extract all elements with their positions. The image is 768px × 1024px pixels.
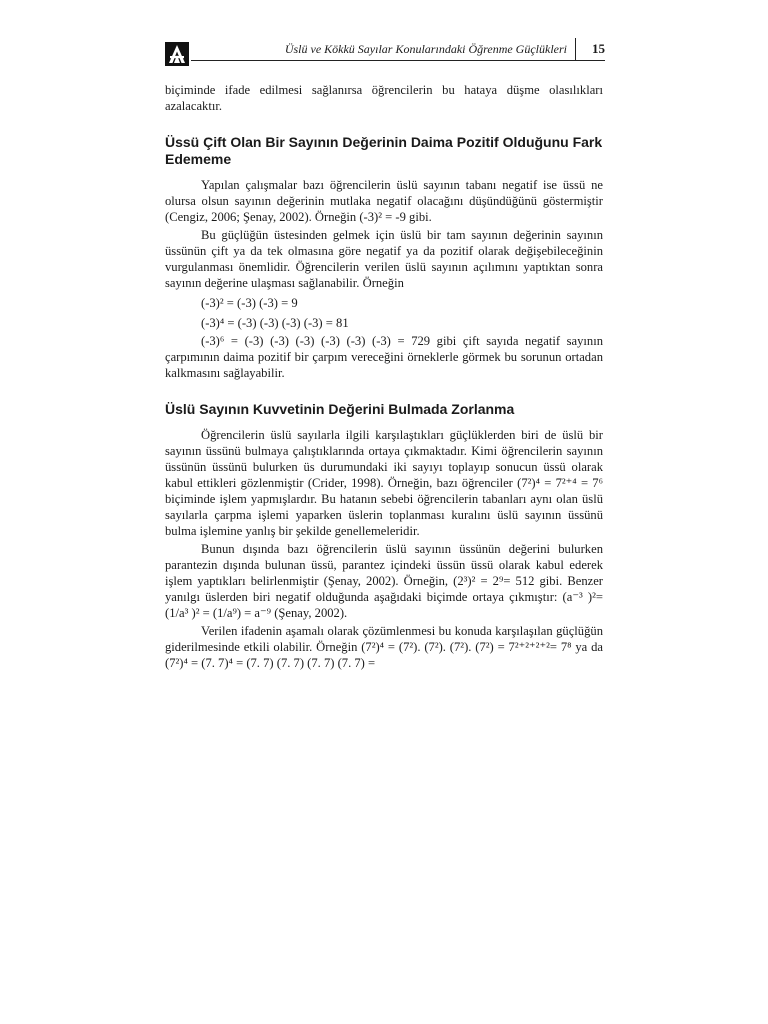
paragraph: Bunun dışında bazı öğrencilerin üslü sayının üssünün değerini bulurken parantezin dışında bulunan üssü, parantez içindeki üssün üssü olarak kabul ederek işlem yaptıkları belirlenmiştir (Şenay, 2002). Örneğin, (2³)² = 2⁹= 512 gibi. Benzer yanılgı üslerden biri negatif olduğunda aşağıdaki biçimde ortaya çıkmıştır: (a⁻³ )²= (1/a³ )² = (1/a⁹) = a⁻⁹ (Şenay, 2002). [165,542,603,620]
page-body [165,82,603,671]
section-heading-power-of-power: Üslü Sayının Kuvvetinin Değerini Bulmada Zorlanma [165,401,515,417]
equation: (-3)⁴ = (-3) (-3) (-3) (-3) = 81 [201,316,349,330]
equation: (-3)² = (-3) (-3) = 9 [201,296,298,310]
paragraph: Verilen ifadenin aşamalı olarak çözümlenmesi bu konuda karşılaşılan güçlüğün giderilmesinde etkili olabilir. Örneğin (7²)⁴ = (7²). (7²). (7²). (7²) = 7²⁺²⁺²⁺²= 7⁸ ya da (7²)⁴ = (7. 7)⁴ = (7. 7) (7. 7) (7. 7) (7. 7) = [165,624,603,670]
paragraph: Öğrencilerin üslü sayılarla ilgili karşılaştıkları güçlüklerden biri de üslü bir sayının üssünü bulmaya çalıştıklarında ortaya çıkmaktadır. Kimi öğrencilerin sayının üssünün üssünü bulurken üs durumundaki iki sayıyı toplayıp sonucun üssü olarak kabul ettikleri gözlenmiştir (Crider, 1998). Örneğin, bazı öğrenciler (7²)⁴ = 7²⁺⁴ = 7⁶ biçiminde işlem yapmışlardır. Bu hatanın sebebi öğrencilerin tabanları aynı olan üslü sayılarla çarpma işlemi yaparken üslerin toplanması kuralını üslü sayının üssünü bulma işlemine yanlış bir şekilde genellemeleridir. [165,428,603,538]
page-header [165,36,605,68]
header-separator [575,38,576,60]
page-number: 15 [592,41,605,56]
publisher-logo-icon [165,42,189,66]
header-rule [191,60,605,61]
paragraph: (-3)⁶ = (-3) (-3) (-3) (-3) (-3) (-3) = 729 gibi çift sayıda negatif sayının çarpımının daima pozitif bir çarpım vereceğini örneklerle görmek bu sorunun ortadan kalkmasını sağlayabilir. [165,334,603,380]
intro-paragraph: biçiminde ifade edilmesi sağlanırsa öğrencilerin bu hataya düşme olasılıkları azalacaktır. [165,83,603,113]
paragraph: Yapılan çalışmalar bazı öğrencilerin üslü sayının tabanı negatif ise üssü ne olursa olsun sayının değerinin mutlaka negatif olacağını düşündüğünü göstermiştir (Cengiz, 2006; Şenay, 2002). Örneğin (-3)² = -9 gibi. [165,178,603,224]
paragraph: Bu güçlüğün üstesinden gelmek için üslü bir tam sayının değerinin sayının üssünün çift ya da tek olmasına göre negatif ya da pozitif olarak değişebileceğinin vurgulanması önemlidir. Öğrencilerin verilen üslü sayının açılımını yaptıktan sonra sayının değerine ulaşması sağlanabilir. Örneğin [165,228,603,290]
running-title: Üslü ve Kökkü Sayılar Konularındaki Öğrenme Güçlükleri [284,42,567,56]
section-heading-even-exponent: Üssü Çift Olan Bir Sayının Değerinin Daima Pozitif Olduğunu Fark Edememe [165,134,603,167]
